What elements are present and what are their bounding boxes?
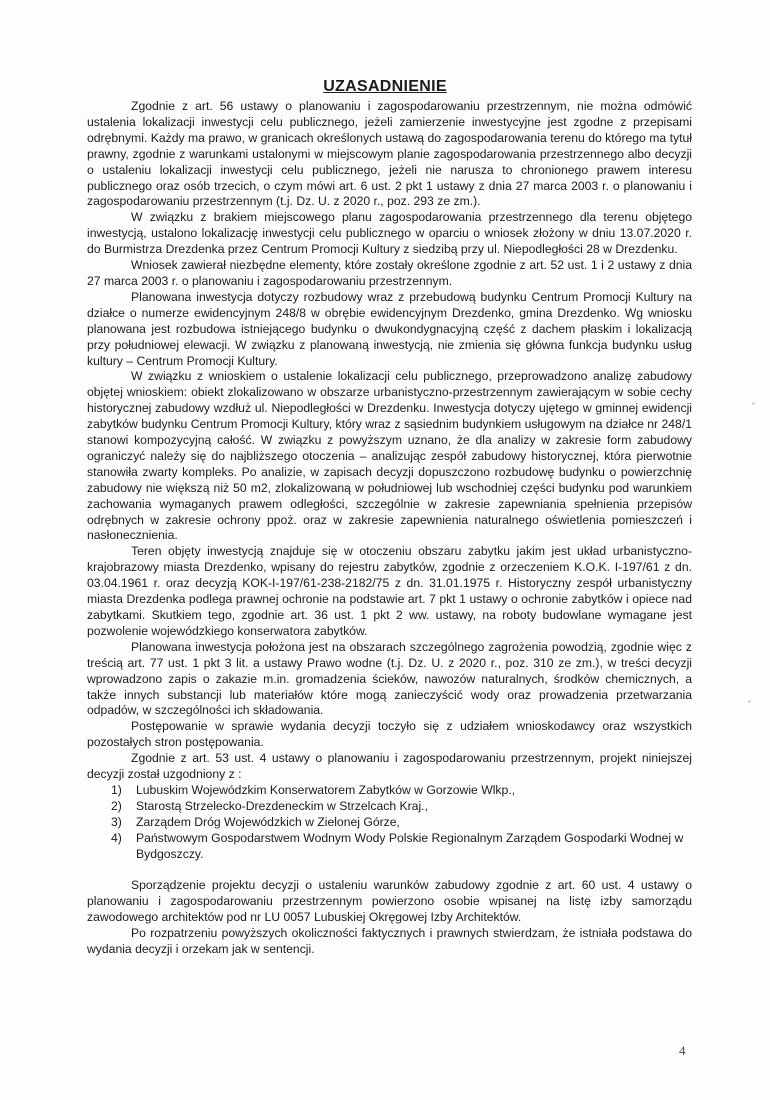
paragraph-building-analysis: W związku z wnioskiem o ustalenie lokalizacji celu publicznego, przeprowadzono analizę zabudowy objętej wnioskiem: obiekt zlokalizowano w obszarze urbanistyczno-przestrzennym zawierającym w sobie cechy historycznej zabudowy wzdłuż ul. Niepodległości w Drezdenku. Inwestycja dotyczy ujętego w gminnej ewidencji zabytków budynku Centrum Promocji Kultury, który wraz z sąsiednim budynkiem usługowym na działce nr 248/1 stanowi kompozycyjną całość. W związku z powyższym uznano, że dla analizy w zakresie form zabudowy ograniczyć należy się do najbliższego otoczenia – analizując zespół zabudowy historycznej, która pierwotnie stanowiła zwarty kompleks. Po analizie, w zapisach decyzji dopuszczono rozbudowę budynku o powierzchnię zabudowy nie większą niż 50 m2, zlokalizowaną w południowej lub wschodniej części budynku pod warunkiem zachowania wymaganych prawem odległości, szczególnie w zakresie zapewniania spełnienia przepisów odrębnych w zakresie ochrony ppoż. oraz w zakresie zapewnienia naturalnego oświetlenia pomieszczeń i nasłonecznienia. <box>87 369 692 543</box>
page-title: UZASADNIENIE <box>323 78 447 95</box>
page-number: 4 <box>679 1043 686 1058</box>
paragraph-conclusion: Po rozpatrzeniu powyższych okoliczności faktycznych i prawnych stwierdzam, że istniała podstawa do wydania decyzji i orzekam jak w sentencji. <box>87 926 692 957</box>
list-item-text: Zarządem Dróg Wojewódzkich w Zielonej Górze, <box>136 814 400 829</box>
list-item-text: Państwowym Gospodarstwem Wodnym Wody Polskie Regionalnym Zarządem Gospodarki Wodnej w Bydgoszczy. <box>136 830 684 861</box>
list-item-number: 4) <box>111 830 122 845</box>
list-item-number: 3) <box>111 814 122 829</box>
agreements-list <box>87 783 692 863</box>
paragraph-planned-investment: Planowana inwestycja dotyczy rozbudowy wraz z przebudową budynku Centrum Promocji Kultury na działce o numerze ewidencyjnym 248/8 w obrębie ewidencyjnym Drezdenko, gmina Drezdenko. Wg wniosku planowana jest rozbudowa istniejącego budynku o dwukondygnacyjną część z dachem płaskim i lokalizacją przy południowej elewacji. W związku z planowaną inwestycją, nie zmienia się główna funkcja budynku usług kultury – Centrum Promocji Kultury. <box>87 289 692 368</box>
scan-speck <box>752 402 755 405</box>
paragraph-heritage-protection: Teren objęty inwestycją znajduje się w otoczeniu obszaru zabytku jakim jest układ urbanistyczno-krajobrazowy miasta Drezdenko, wpisany do rejestru zabytków, zgodnie z orzeczeniem K.O.K. I-197/61 z dn. 03.04.1961 r. oraz decyzją KOK-I-197/61-238-2182/75 z dn. 31.01.1975 r. Historyczny zespół urbanistyczny miasta Drezdenka podlega prawnej ochronie na podstawie art. 7 pkt 1 ustawy o ochronie zabytków i opiece nad zabytkami. Skutkiem tego, zgodnie art. 36 ust. 1 pkt 2 ww. ustawy, na roboty budowlane wymagane jest pozwolenie wojewódzkiego konserwatora zabytków. <box>87 544 692 638</box>
list-item <box>87 831 692 863</box>
list-item <box>87 815 692 831</box>
list-item-number: 1) <box>111 782 122 797</box>
list-item <box>87 799 692 815</box>
paragraph-proceedings: Postępowanie w sprawie wydania decyzji toczyło się z udziałem wnioskodawcy oraz wszystkich pozostałych stron postępowania. <box>87 719 692 750</box>
list-item-text: Starostą Strzelecko-Drezdeneckim w Strzelcach Kraj., <box>136 798 428 813</box>
scan-speck <box>748 700 751 703</box>
list-item <box>87 783 692 799</box>
paragraph-application: W związku z brakiem miejscowego planu zagospodarowania przestrzennego dla terenu objętego inwestycją, ustalono lokalizację inwestycji celu publicznego w oparciu o wniosek złożony w dniu 13.07.2020 r. do Burmistrza Drezdenka przez Centrum Promocji Kultury z siedzibą przy ul. Niepodległości 28 w Drezdenku. <box>87 210 692 257</box>
list-item-number: 2) <box>111 798 122 813</box>
paragraph-flood-risk: Planowana inwestycja położona jest na obszarach szczególnego zagrożenia powodzią, zgodnie więc z treścią art. 77 ust. 1 pkt 3 lit. a ustawy Prawo wodne (t.j. Dz. U. z 2020 r., poz. 310 ze zm.), w treści decyzji wprowadzono zapis o zakazie m.in. gromadzenia ścieków, nawozów naturalnych, środków chemicznych, a także innych substancji lub materiałów które mogą zanieczyścić wody oraz prowadzenia przetwarzania odpadów, w szczególności ich składowania. <box>87 639 692 718</box>
list-item-text: Lubuskim Wojewódzkim Konserwatorem Zabytków w Gorzowie Wlkp., <box>136 782 516 797</box>
paragraph-agreements-intro: Zgodnie z art. 53 ust. 4 ustawy o planowaniu i zagospodarowaniu przestrzennym, projekt niniejszej decyzji został uzgodniony z : <box>87 751 692 782</box>
paragraph-application-elements: Wniosek zawierał niezbędne elementy, które zostały określone zgodnie z art. 52 ust. 1 i 2 ustawy z dnia 27 marca 2003 r. o planowaniu i zagospodarowaniu przestrzennym. <box>87 258 692 288</box>
justification-body <box>87 99 692 958</box>
paragraph-legal-basis: Zgodnie z art. 56 ustawy o planowaniu i zagospodarowaniu przestrzennym, nie można odmówić ustalenia lokalizacji inwestycji celu publicznego, jeżeli zamierzenie inwestycyjne jest zgodne z przepisami odrębnymi. Każdy ma prawo, w granicach określonych ustawą do zagospodarowania terenu do którego ma tytuł prawny, zgodnie z warunkami ustalonymi w miejscowym planie zagospodarowania przestrzennego albo decyzji o ustaleniu lokalizacji inwestycji celu publicznego, jeżeli nie narusza to chronionego prawem interesu publicznego oraz osób trzecich, o czym mówi art. 6 ust. 2 pkt 1 ustawy z dnia 27 marca 2003 r. o planowaniu i zagospodarowaniu przestrzennym (t.j. Dz. U. z 2020 r., poz. 293 ze zm.). <box>87 99 692 209</box>
paragraph-project-author: Sporządzenie projektu decyzji o ustaleniu warunków zabudowy zgodnie z art. 60 ust. 4 ustawy o planowaniu i zagospodarowaniu przestrzennym powierzono osobie wpisanej na listę izby samorządu zawodowego architektów pod nr LU 0057 Lubuskiej Okręgowej Izby Architektów. <box>87 878 692 925</box>
